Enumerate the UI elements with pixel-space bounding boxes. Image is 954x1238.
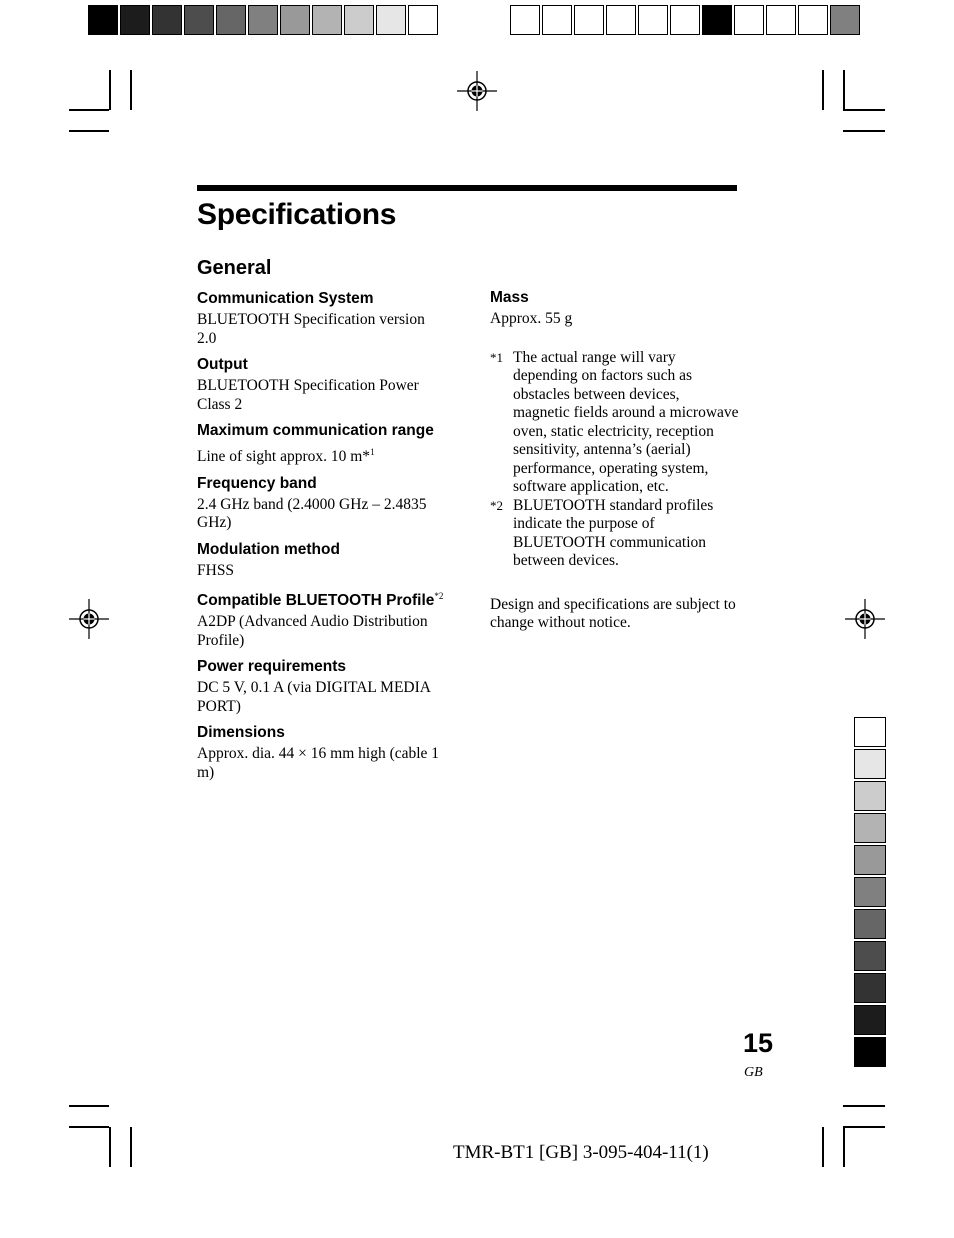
footnotes [490,349,740,571]
crop-mark [69,1105,109,1107]
spec-value: Approx. 55 g [490,310,573,327]
spec-column-right [490,288,740,648]
color-swatch [702,5,732,35]
crop-mark [843,1105,885,1107]
page-language: GB [744,1065,763,1080]
color-swatch [854,1037,886,1067]
spec-item [197,474,445,533]
section-heading: General [197,257,272,279]
top-right-color-bar [510,5,862,38]
spec-label: Power requirements [197,658,347,675]
color-swatch [854,1005,886,1035]
spec-label: Frequency band [197,474,317,492]
spec-item [197,657,445,716]
spec-value: 2.4 GHz band (2.4000 GHz – 2.4835 GHz) [197,495,427,531]
color-swatch [830,5,860,35]
crop-mark [130,1127,132,1167]
footnote-text: The actual range will vary depending on factors such as obstacles between devices, magnetic fields around a microwave oven, static electricity, reception sensitivity, antenna’s (aerial) performance, operating system, software application, etc. [513,348,739,495]
footnote-mark: *1 [490,349,503,365]
spec-value-text: Line of sight approx. 10 m* [197,448,371,465]
footnote [490,349,740,497]
spec-value: DC 5 V, 0.1 A (via DIGITAL MEDIA PORT) [197,679,431,715]
crop-mark [822,70,824,110]
crop-mark [822,1127,824,1167]
spec-item [197,723,445,782]
footer-code: TMR-BT1 [GB] 3-095-404-11(1) [453,1142,709,1163]
spec-label-with-note [197,587,445,610]
top-left-color-bar [88,5,440,38]
color-swatch [542,5,572,35]
registration-target-icon [69,599,109,639]
color-swatch [798,5,828,35]
spec-value: BLUETOOTH Specification Power Class 2 [197,377,419,413]
color-swatch [854,749,886,779]
heading-rule [197,185,737,191]
color-swatch [152,5,182,35]
crop-mark [843,1127,845,1167]
spec-item [490,288,740,329]
spec-label: Modulation method [197,540,340,558]
color-swatch [854,813,886,843]
side-color-bar [854,717,886,1069]
color-swatch [574,5,604,35]
color-swatch [854,941,886,971]
footnote-text: BLUETOOTH standard profiles indicate the purpose of BLUETOOTH communication between devices. [513,496,714,569]
spec-item [197,355,445,414]
color-swatch [408,5,438,35]
spec-label: Output [197,356,248,373]
color-swatch [344,5,374,35]
color-swatch [734,5,764,35]
color-swatch [670,5,700,35]
footnote [490,497,740,571]
color-swatch [854,845,886,875]
spec-value: A2DP (Advanced Audio Distribution Profile) [197,613,428,649]
spec-label-text: Compatible BLUETOOTH Profile [197,592,435,609]
crop-mark [69,1126,109,1128]
color-swatch [606,5,636,35]
spec-label: Maximum communication range [197,422,434,439]
spec-value: Approx. dia. 44 × 16 mm high (cable 1 m) [197,745,440,781]
crop-mark [69,109,109,111]
color-swatch [854,717,886,747]
crop-mark [843,130,885,132]
crop-mark [69,130,109,132]
footnote-ref: 1 [370,447,375,457]
spec-item [197,421,445,467]
color-swatch [376,5,406,35]
color-swatch [854,973,886,1003]
color-swatch [854,909,886,939]
crop-mark [843,109,885,111]
crop-mark [109,70,111,110]
registration-target-icon [845,599,885,639]
crop-mark [130,70,132,110]
color-swatch [510,5,540,35]
color-swatch [312,5,342,35]
disclaimer: Design and specifications are subject to change without notice. [490,595,736,631]
crop-mark [109,1127,111,1167]
color-swatch [88,5,118,35]
page-number: 15 [743,1028,774,1058]
spec-item [197,289,445,348]
spec-label: Communication System [197,290,374,307]
spec-item [197,540,445,581]
color-swatch [854,877,886,907]
spec-column-left [197,289,445,789]
registration-target-icon [457,71,497,111]
color-swatch [638,5,668,35]
spec-item [197,587,445,650]
color-swatch [120,5,150,35]
color-swatch [854,781,886,811]
crop-mark [843,1126,885,1128]
crop-mark [843,70,845,110]
color-swatch [280,5,310,35]
spec-label: Mass [490,289,529,306]
spec-value: FHSS [197,561,235,579]
spec-value-with-note [197,443,445,467]
color-swatch [184,5,214,35]
footnote-ref: *2 [434,591,444,601]
color-swatch [766,5,796,35]
spec-label: Dimensions [197,724,285,741]
color-swatch [216,5,246,35]
spec-value: BLUETOOTH Specification version 2.0 [197,311,425,347]
page-title: Specifications [197,198,397,231]
color-swatch [248,5,278,35]
footnote-mark: *2 [490,497,503,513]
